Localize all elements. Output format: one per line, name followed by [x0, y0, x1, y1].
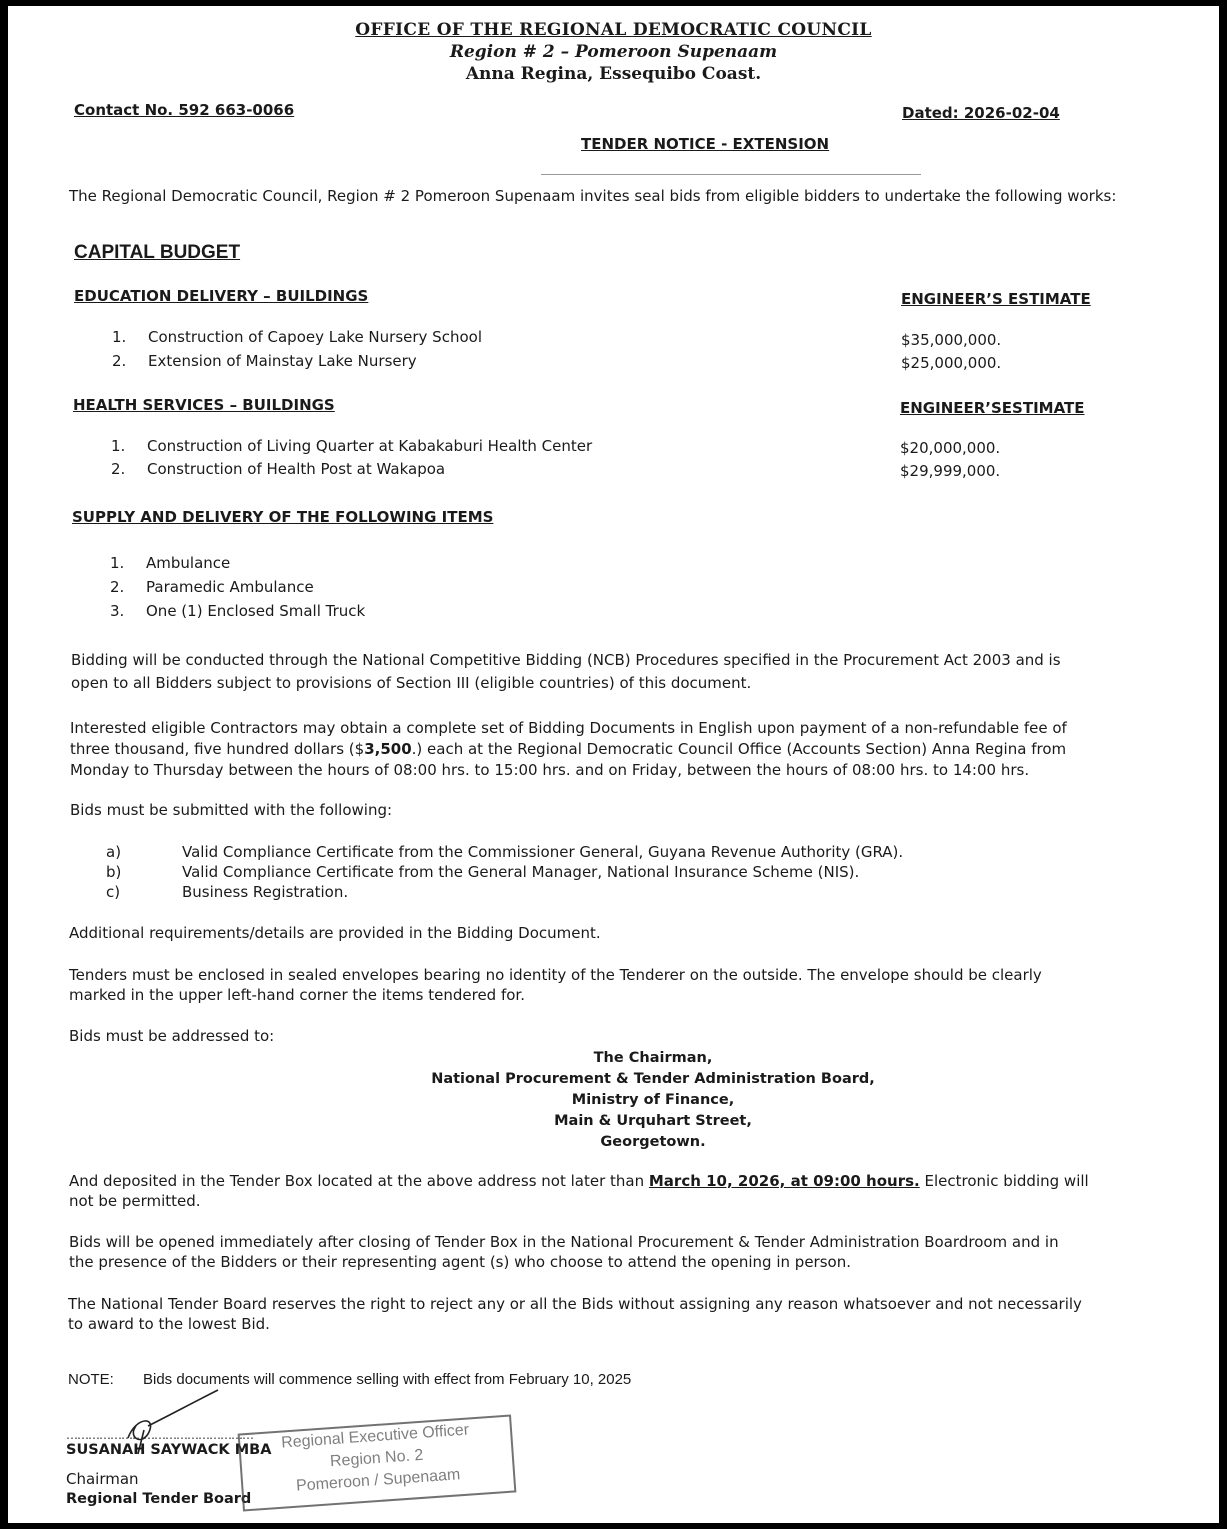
bids-submitted-label: Bids must be submitted with the following: [70, 801, 393, 819]
signatory-qualification: MBA [234, 1442, 272, 1458]
address-line: Ministry of Finance, [571, 1092, 735, 1108]
list-item: Construction of Health Post at Wakapoa [147, 460, 446, 478]
signature-line: …………………………………………… [66, 1428, 253, 1442]
intro-paragraph: The Regional Democratic Council, Region # 2 Pomeroon Supenaam invites seal bids from eligible bidders to undertake the following works: [69, 187, 1117, 205]
tender-notice-page [8, 6, 1219, 1523]
documents-paragraph-line: Interested eligible Contractors may obtain a complete set of Bidding Documents in English upon payment of a non-refundable fee of [70, 719, 1067, 737]
list-item: Construction of Living Quarter at Kabakaburi Health Center [147, 437, 593, 455]
additional-requirements: Additional requirements/details are provided in the Bidding Document. [69, 924, 601, 942]
education-heading: EDUCATION DELIVERY – BUILDINGS [74, 287, 369, 305]
health-heading: HEALTH SERVICES – BUILDINGS [73, 396, 335, 414]
list-item-number: 3. [110, 602, 125, 620]
list-item-number: 1. [111, 437, 126, 455]
address-line: Main & Urquhart Street, [554, 1113, 752, 1129]
signatory-title: Chairman [66, 1470, 139, 1488]
address-line: The Chairman, [593, 1050, 713, 1066]
estimate-amount: $20,000,000. [900, 439, 1001, 457]
note-label: NOTE: [68, 1371, 114, 1388]
date-stamp: Dated: 2026-02-04 [902, 104, 1060, 122]
deposited-paragraph-line: not be permitted. [69, 1192, 201, 1210]
signatory-name-text: SUSANAH SAYWACK [66, 1442, 230, 1458]
deadline: March 10, 2026, at 09:00 hours. [648, 1172, 920, 1190]
estimate-amount: $29,999,000. [900, 462, 1001, 480]
addressed-label: Bids must be addressed to: [69, 1027, 275, 1045]
address-line: National Procurement & Tender Administration Board, [431, 1071, 875, 1087]
documents-paragraph-line [70, 740, 1066, 758]
official-stamp [238, 1415, 517, 1512]
reserve-paragraph-line: to award to the lowest Bid. [68, 1315, 270, 1333]
list-item: Ambulance [146, 554, 231, 572]
requirement-item: Business Registration. [182, 883, 349, 901]
requirement-item: Valid Compliance Certificate from the General Manager, National Insurance Scheme (NIS). [182, 863, 860, 881]
opening-paragraph-line: the presence of the Bidders or their representing agent (s) who choose to attend the opening in person. [69, 1253, 851, 1271]
list-item-number: 1. [112, 328, 127, 346]
capital-budget-heading: CAPITAL BUDGET [74, 242, 241, 263]
health-estimate-heading: ENGINEER’SESTIMATE [900, 399, 1085, 417]
fee-amount: 3,500 [364, 740, 412, 758]
education-estimate-heading: ENGINEER’S ESTIMATE [901, 290, 1091, 308]
office-heading: OFFICE OF THE REGIONAL DEMOCRATIC COUNCIL [355, 20, 872, 40]
location-heading: Anna Regina, Essequibo Coast. [465, 64, 762, 84]
opening-paragraph-line: Bids will be opened immediately after closing of Tender Box in the National Procurement & Tender Administration Boardroom and in [69, 1233, 1059, 1251]
deposited-text: And deposited in the Tender Box located at the above address not later than [69, 1172, 649, 1190]
tenders-paragraph-line: Tenders must be enclosed in sealed envelopes bearing no identity of the Tenderer on the outside. The envelope should be clearly [69, 966, 1042, 984]
fee-text: three thousand, five hundred dollars ($ [70, 740, 365, 758]
fee-text-rest: .) each at the Regional Democratic Council Office (Accounts Section) Anna Regina from [411, 740, 1067, 758]
notice-title: TENDER NOTICE - EXTENSION [581, 135, 830, 153]
reserve-paragraph-line: The National Tender Board reserves the right to reject any or all the Bids without assigning any reason whatsoever and not necessarily [68, 1295, 1082, 1313]
requirement-letter: c) [106, 883, 121, 901]
address-line: Georgetown. [600, 1134, 706, 1150]
note-text: Bids documents will commence selling with effect from February 10, 2025 [143, 1371, 632, 1388]
stamp-line: Pomeroon / Supenaam [295, 1466, 461, 1495]
requirement-letter: b) [106, 863, 122, 881]
bidding-paragraph-line: Bidding will be conducted through the National Competitive Bidding (NCB) Procedures specified in the Procurement Act 2003 and is [71, 651, 1061, 669]
address-block [8, 1048, 1219, 1153]
bidding-paragraph-line: open to all Bidders subject to provisions of Section III (eligible countries) of this document. [71, 674, 752, 692]
deposited-text-rest: Electronic bidding will [919, 1172, 1089, 1190]
list-item-number: 1. [110, 554, 125, 572]
documents-paragraph-line: Monday to Thursday between the hours of 08:00 hrs. to 15:00 hrs. and on Friday, between the hours of 08:00 hrs. to 14:00 hrs. [70, 761, 1030, 779]
list-item-number: 2. [111, 460, 126, 478]
deposited-paragraph-line [69, 1172, 1089, 1190]
estimate-amount: $25,000,000. [901, 354, 1002, 372]
signatory-board: Regional Tender Board [66, 1491, 252, 1507]
list-item: Extension of Mainstay Lake Nursery [148, 352, 417, 370]
contact-number: Contact No. 592 663-0066 [74, 101, 295, 119]
list-item: One (1) Enclosed Small Truck [146, 602, 366, 620]
supply-heading: SUPPLY AND DELIVERY OF THE FOLLOWING ITEMS [72, 508, 494, 526]
requirement-item: Valid Compliance Certificate from the Commissioner General, Guyana Revenue Authority (GRA). [182, 843, 904, 861]
estimate-amount: $35,000,000. [901, 331, 1002, 349]
list-item-number: 2. [112, 352, 127, 370]
stamp-line: Region No. 2 [329, 1446, 424, 1471]
region-heading: Region # 2 – Pomeroon Supenaam [449, 42, 778, 62]
list-item: Paramedic Ambulance [146, 578, 314, 596]
stamp-line: Regional Executive Officer [280, 1421, 470, 1452]
list-item: Construction of Capoey Lake Nursery School [148, 328, 482, 346]
list-item-number: 2. [110, 578, 125, 596]
title-divider [541, 174, 921, 175]
tenders-paragraph-line: marked in the upper left-hand corner the items tendered for. [69, 986, 525, 1004]
requirement-letter: a) [106, 843, 122, 861]
